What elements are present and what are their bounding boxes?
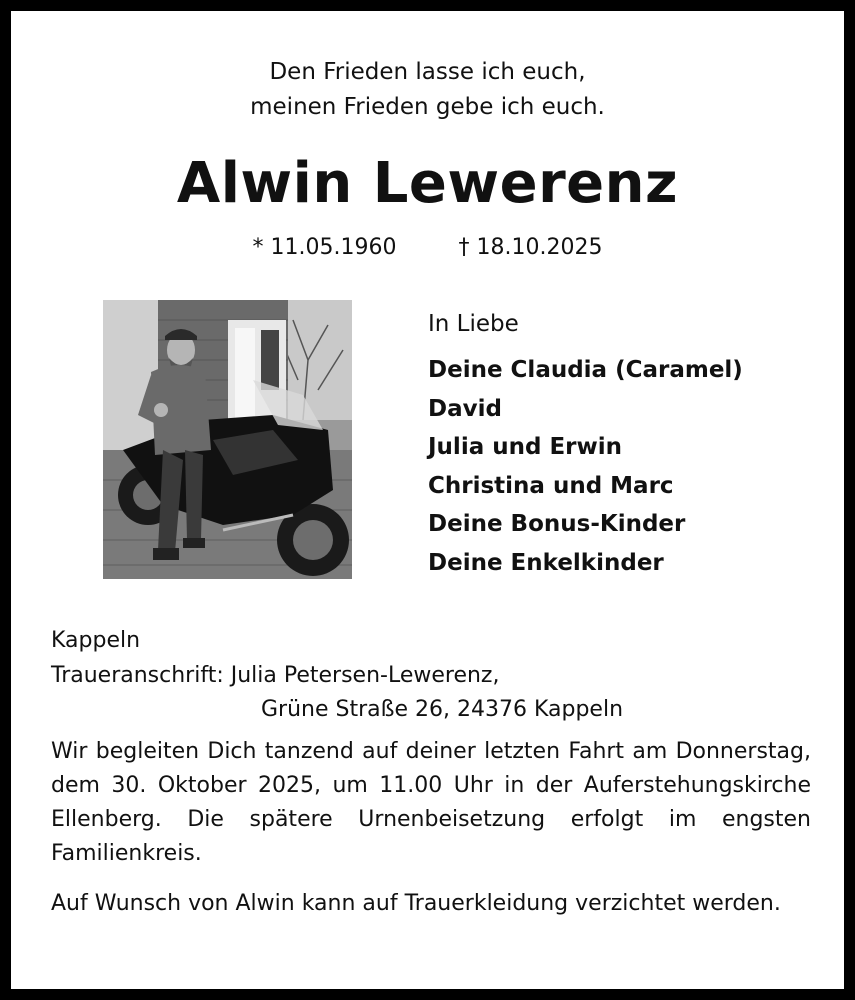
mourning-address	[51, 659, 623, 727]
mourner-name: Christina und Marc	[428, 472, 674, 499]
birth-date: * 11.05.1960	[252, 235, 397, 260]
verse-line-2: meinen Frieden gebe ich euch.	[250, 94, 605, 120]
obituary-notice	[11, 11, 844, 989]
clothing-note: Auf Wunsch von Alwin kann auf Trauerkleidung verzichtet werden.	[51, 891, 781, 916]
mourner-name: Deine Enkelkinder	[428, 549, 664, 576]
mourner-name: Julia und Erwin	[428, 434, 623, 461]
address-line-2: Grüne Straße 26, 24376 Kappeln	[261, 697, 624, 722]
bible-verse	[11, 55, 844, 125]
deceased-name: Alwin Lewerenz	[176, 151, 679, 216]
life-dates	[11, 233, 844, 263]
mourner-name: Deine Bonus-Kinder	[428, 511, 686, 538]
place-name: Kappeln	[51, 628, 141, 653]
portrait-photo	[103, 300, 352, 579]
mourners-list	[428, 351, 743, 583]
man-on-motorcycle-photo	[103, 300, 352, 579]
mourner-name: David	[428, 395, 502, 422]
mourners-intro: In Liebe	[428, 311, 519, 337]
mourner-name: Deine Claudia (Caramel)	[428, 357, 743, 383]
death-date: † 18.10.2025	[458, 235, 603, 260]
verse-line-1: Den Frieden lasse ich euch,	[269, 59, 586, 85]
address-line-1: Traueranschrift: Julia Petersen-Lewerenz,	[51, 663, 500, 688]
funeral-details: Wir begleiten Dich tanzend auf deiner letzten Fahrt am Donnerstag, dem 30. Oktober 2025, um 11.00 Uhr in der Auferstehungskirche Ellenberg. Die spätere Urnenbeisetzung erfolgt im engsten Familienkreis.	[51, 739, 811, 866]
